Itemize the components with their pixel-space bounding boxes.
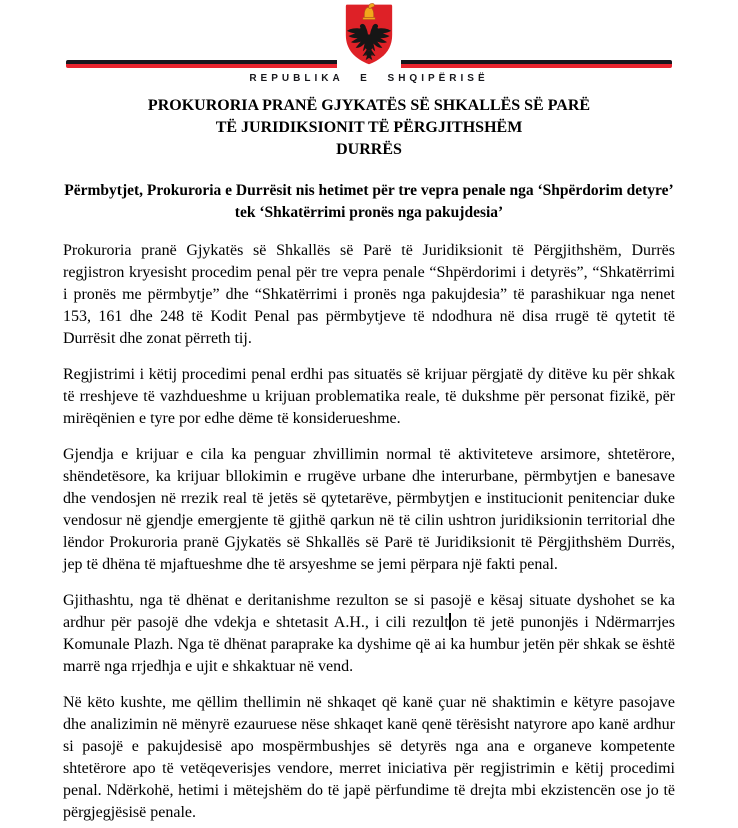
paragraph4-text-after-cursor[interactable]: on të jetë punonjës i Ndërmarrjes Komunale Plazh. Nga të dhënat paraprake ka dyshime që ai ka humbur jetën për shkak se është marrë nga rrjedhja e ujit e shkaktuar në vend.: [63, 614, 675, 675]
institution-header: [63, 95, 675, 161]
institution-name-line1[interactable]: PROKURORIA PRANË GJYKATËS SË SHKALLËS SË PARË: [147, 97, 591, 114]
document-body[interactable]: [63, 240, 675, 824]
body-paragraph-5[interactable]: Në këto kushte, me qëllim thellimin në shkaqet që kanë çuar në shaktimin e këtyre pasojave dhe analizimin në mënyrë ezauruese nëse shkaqet kanë qenë tërësisht natyrore apo kanë ardhur si pasojë e pakujdesisë apo mospërmbushjes së detyrës nga ana e organeve kompetente shtetërore apo të vetëqeverisjes vendore, merret iniciativa për regjistrimin e këtij procedimi penal. Ndërkohë, hetimi i mëtejshëm do të japë përfundime të drejta mbi ekzistencën ose jo të përgjegjësisë penale.: [63, 694, 675, 821]
albania-coat-of-arms-icon: [343, 2, 395, 72]
body-paragraph-2[interactable]: Regjistrimi i këtij procedimi penal erdhi pas situatës së krijuar përgjatë dy ditëve ku për shkak të rreshjeve të vazhdueshme u krijuan problematika reale, të dukshme për personat fizikë, për mirëqënien e tyre por edhe dëme të konsiderueshme.: [63, 366, 675, 427]
letterhead: [0, 0, 738, 88]
coat-of-arms-container: [337, 2, 401, 72]
institution-name-line3[interactable]: DURRËS: [336, 141, 402, 158]
body-paragraph-3[interactable]: Gjendja e krijuar e cila ka penguar zhvillimin normal të aktiviteteve arsimore, shtetërore, shëndetësore, ka krijuar bllokimin e rrugëve urbane dhe interurbane, përmbytjen e banesave dhe vendosjen në rrezik real të jetës së qytetarëve, përmbytjen e institucionit penitenciar duke vendosur në gjendje emergjente të gjithë qarkun në të cilin ushtron juridiksionin territorial dhe lëndor Prokuroria pranë Gjykatës së Shkallës së Parë të Juridiksionit të Përgjithshëm Durrës, jep të dhëna të mjaftueshme dhe të arsyeshme se jemi përpara një fakti penal.: [63, 446, 675, 573]
body-paragraph-1[interactable]: Prokuroria pranë Gjykatës së Shkallës së Parë të Juridiksionit të Përgjithshëm, Durrës regjistron kryesisht procedim penal për tre vepra penale “Shpërdorimi i detyrës”, “Shkatërrimi i pronës me përmbytje” dhe “Shkatërrimi i pronës nga pakujdesia” të parashikuar nga nenet 153, 161 dhe 248 të Kodit Penal pas përmbytjeve të ndodhura në disa rrugë të qytetit të Durrësit dhe zonat përreth tij.: [63, 242, 675, 347]
institution-name-line2[interactable]: TË JURIDIKSIONIT TË PËRGJITHSHËM: [215, 119, 523, 136]
body-paragraph-4[interactable]: [63, 590, 675, 678]
republic-caption: REPUBLIKA E SHQIPËRISË: [249, 73, 489, 84]
paragraph4-text-before-cursor[interactable]: Gjithashtu, nga të dhënat e deritanishme rezulton se si pasojë e kësaj situate dyshohet se ka ardhur për pasojë dhe vdekja e shtetasit A.H., i cili rezult: [63, 592, 675, 631]
article-headline[interactable]: Përmbytjet, Prokuroria e Durrësit nis hetimet për tre vepra penale nga ‘Shpërdorim detyre’ tek ‘Shkatërrimi pronës nga pakujdesia’: [64, 182, 674, 221]
